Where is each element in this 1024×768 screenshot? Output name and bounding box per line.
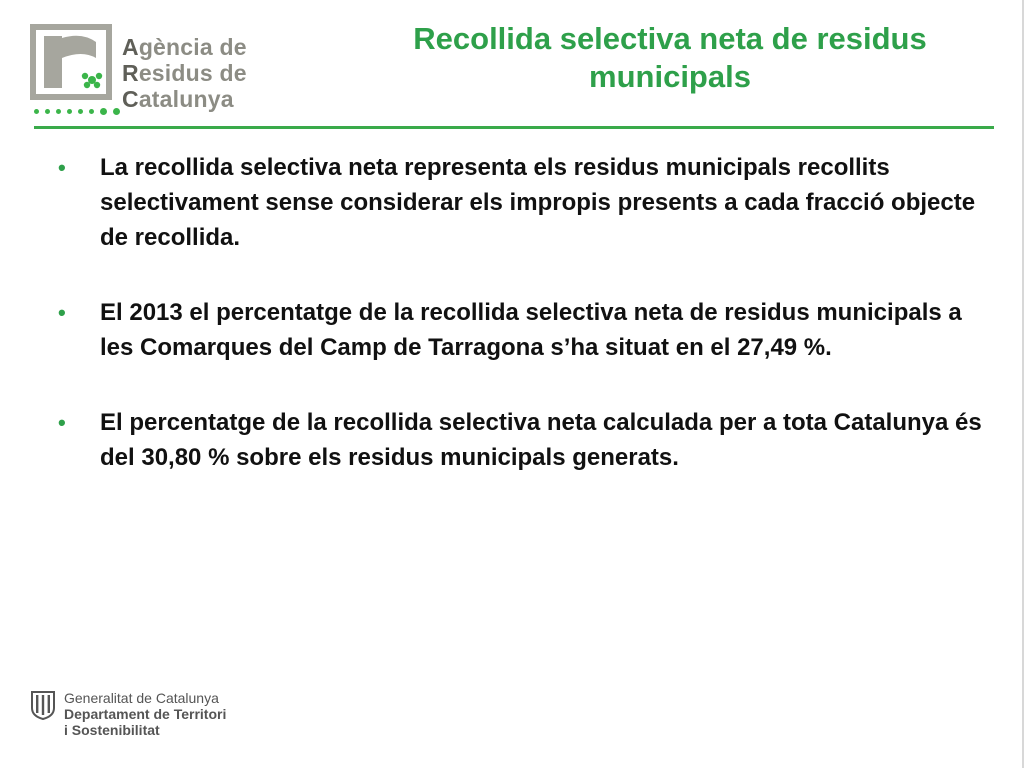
logo-line-2-rest: esidus de bbox=[138, 60, 247, 86]
bullet-item bbox=[58, 295, 988, 365]
logo-line-3-rest: atalunya bbox=[138, 86, 234, 112]
slide-title: Recollida selectiva neta de residus municipals bbox=[413, 21, 927, 94]
bullet-marker: • bbox=[58, 300, 66, 325]
bullet-marker: • bbox=[58, 155, 66, 180]
arc-logo-icon bbox=[30, 24, 112, 100]
bullet-item bbox=[58, 150, 988, 255]
logo-line-1-rest: gència de bbox=[138, 34, 247, 60]
logo-initial-r: R bbox=[122, 60, 139, 86]
arc-logo bbox=[30, 24, 270, 116]
bullet-item bbox=[58, 405, 988, 475]
bullet-marker: • bbox=[58, 410, 66, 435]
logo-initial-c: C bbox=[122, 86, 139, 112]
footer-line-department: Departament de Territori bbox=[64, 706, 227, 722]
bullet-list bbox=[58, 150, 988, 515]
bullet-text: La recollida selectiva neta representa els residus municipals recollits selectivament sense considerar els impropis presents a cada fracció objecte de recollida. bbox=[100, 154, 976, 251]
generalitat-emblem-icon bbox=[30, 690, 56, 720]
footer-text bbox=[64, 690, 226, 738]
footer-line-sustainability: i Sostenibilitat bbox=[64, 722, 160, 738]
title-divider bbox=[34, 126, 994, 129]
arc-logo-wordmark bbox=[122, 34, 247, 112]
logo-dots bbox=[34, 107, 120, 115]
bullet-text: El 2013 el percentatge de la recollida selectiva neta de residus municipals a les Comarques del Camp de Tarragona s’ha situat en el 27,49 %. bbox=[100, 299, 962, 361]
generalitat-footer bbox=[30, 690, 290, 740]
logo-initial-a: A bbox=[122, 34, 139, 60]
bullet-text: El percentatge de la recollida selectiva neta calculada per a tota Catalunya és del 30,80 % sobre els residus municipals generats. bbox=[100, 409, 982, 471]
footer-line-generalitat: Generalitat de Catalunya bbox=[64, 690, 219, 706]
